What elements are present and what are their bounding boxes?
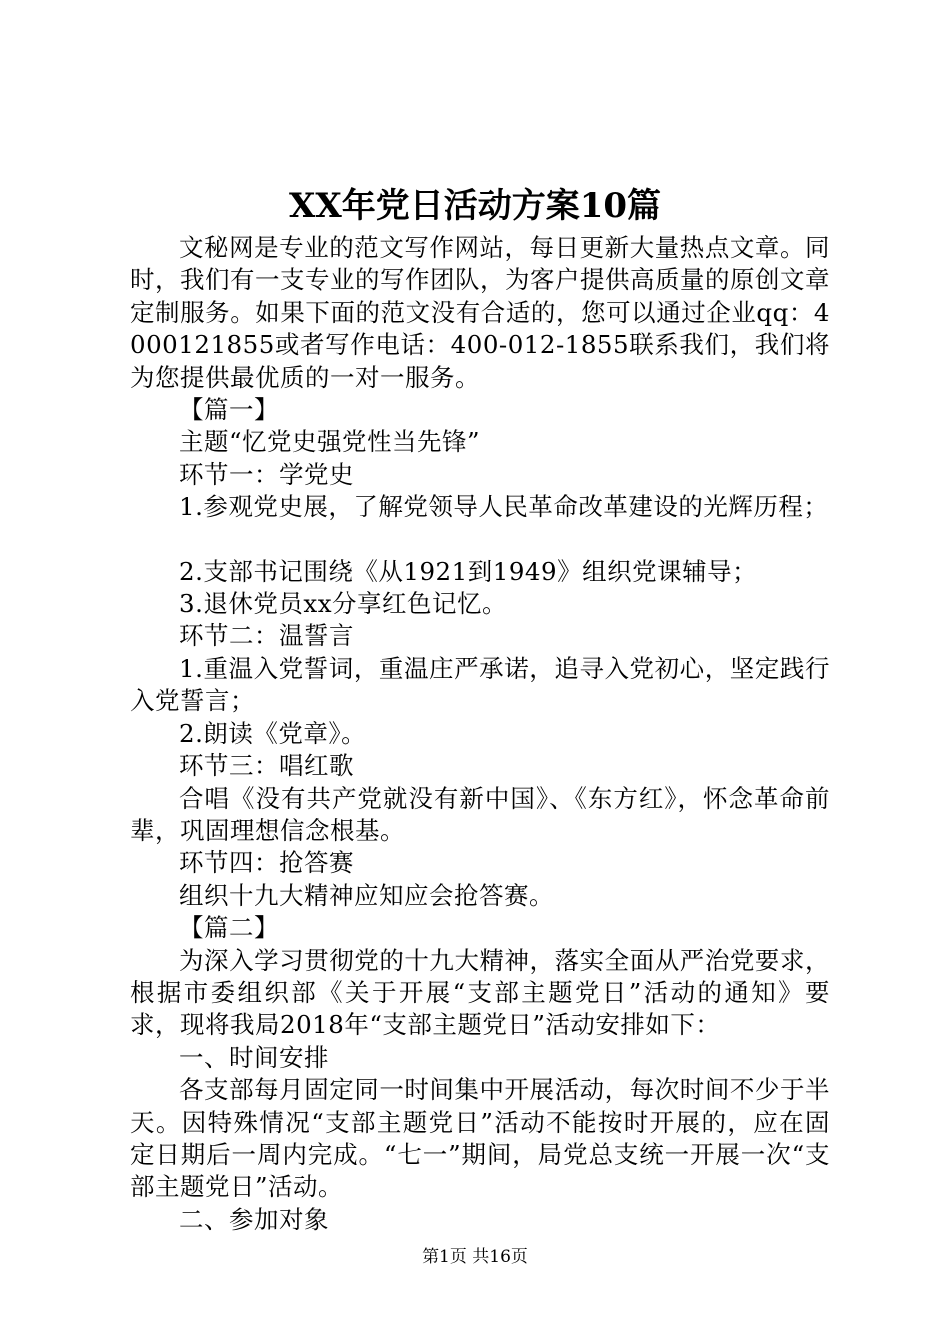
page-footer: 第1页 共16页 [422, 1247, 528, 1267]
segment-two-item-2: 2.朗读《党章》。 [179, 718, 367, 748]
segment-two-heading: 环节二：温誓言 [179, 621, 354, 651]
part-two-intro: 为深入学习贯彻党的十九大精神，落实全面从严治党要求，根据市委组织部《关于开展“支部主题党日”活动的通知》要求，现将我局2018年“支部主题党日”活动安排如下： [130, 945, 830, 1040]
segment-three-heading: 环节三：唱红歌 [179, 751, 354, 781]
segment-three-text: 合唱《没有共产党就没有新中国》、《东方红》，怀念革命前辈，巩固理想信念根基。 [130, 783, 830, 845]
section-heading-part-one: 【篇一】 [179, 395, 279, 425]
blank-line [130, 524, 830, 556]
segment-one-heading: 环节一：学党史 [179, 459, 354, 489]
theme-line: 主题“忆党史强党性当先锋” [179, 427, 481, 457]
segment-two-item-1: 1.重温入党誓词，重温庄严承诺，追寻入党初心，坚定践行入党誓言； [130, 653, 830, 716]
document-body [130, 232, 830, 1236]
segment-one-item-2: 2.支部书记围绕《从1921到1949》组织党课辅导； [179, 556, 758, 586]
segment-four-text: 组织十九大精神应知应会抢答赛。 [179, 880, 554, 910]
time-arrangement-text: 各支部每月固定同一时间集中开展活动，每次时间不少于半天。因特殊情况“支部主题党日”活动不能按时开展的，应在固定日期后一周内完成。“七一”期间，局党总支统一开展一次“支部主题党日”活动。 [130, 1075, 830, 1202]
segment-one-item-1: 1.参观党史展，了解党领导人民革命改革建设的光辉历程； [179, 492, 829, 522]
document-title: XX年党日活动方案10篇 [288, 186, 662, 226]
participants-heading: 二、参加对象 [179, 1204, 329, 1234]
segment-four-heading: 环节四：抢答赛 [179, 848, 354, 878]
time-arrangement-heading: 一、时间安排 [179, 1042, 329, 1072]
segment-one-item-3: 3.退休党员xx分享红色记忆。 [179, 589, 508, 619]
section-heading-part-two: 【篇二】 [179, 913, 279, 943]
intro-paragraph: 文秘网是专业的范文写作网站，每日更新大量热点文章。同时，我们有一支专业的写作团队，为客户提供高质量的原创文章定制服务。如果下面的范文没有合适的，您可以通过企业qq：4000121855或者写作电话：400-012-1855联系我们，我们将为您提供最优质的一对一服务。 [130, 233, 830, 392]
